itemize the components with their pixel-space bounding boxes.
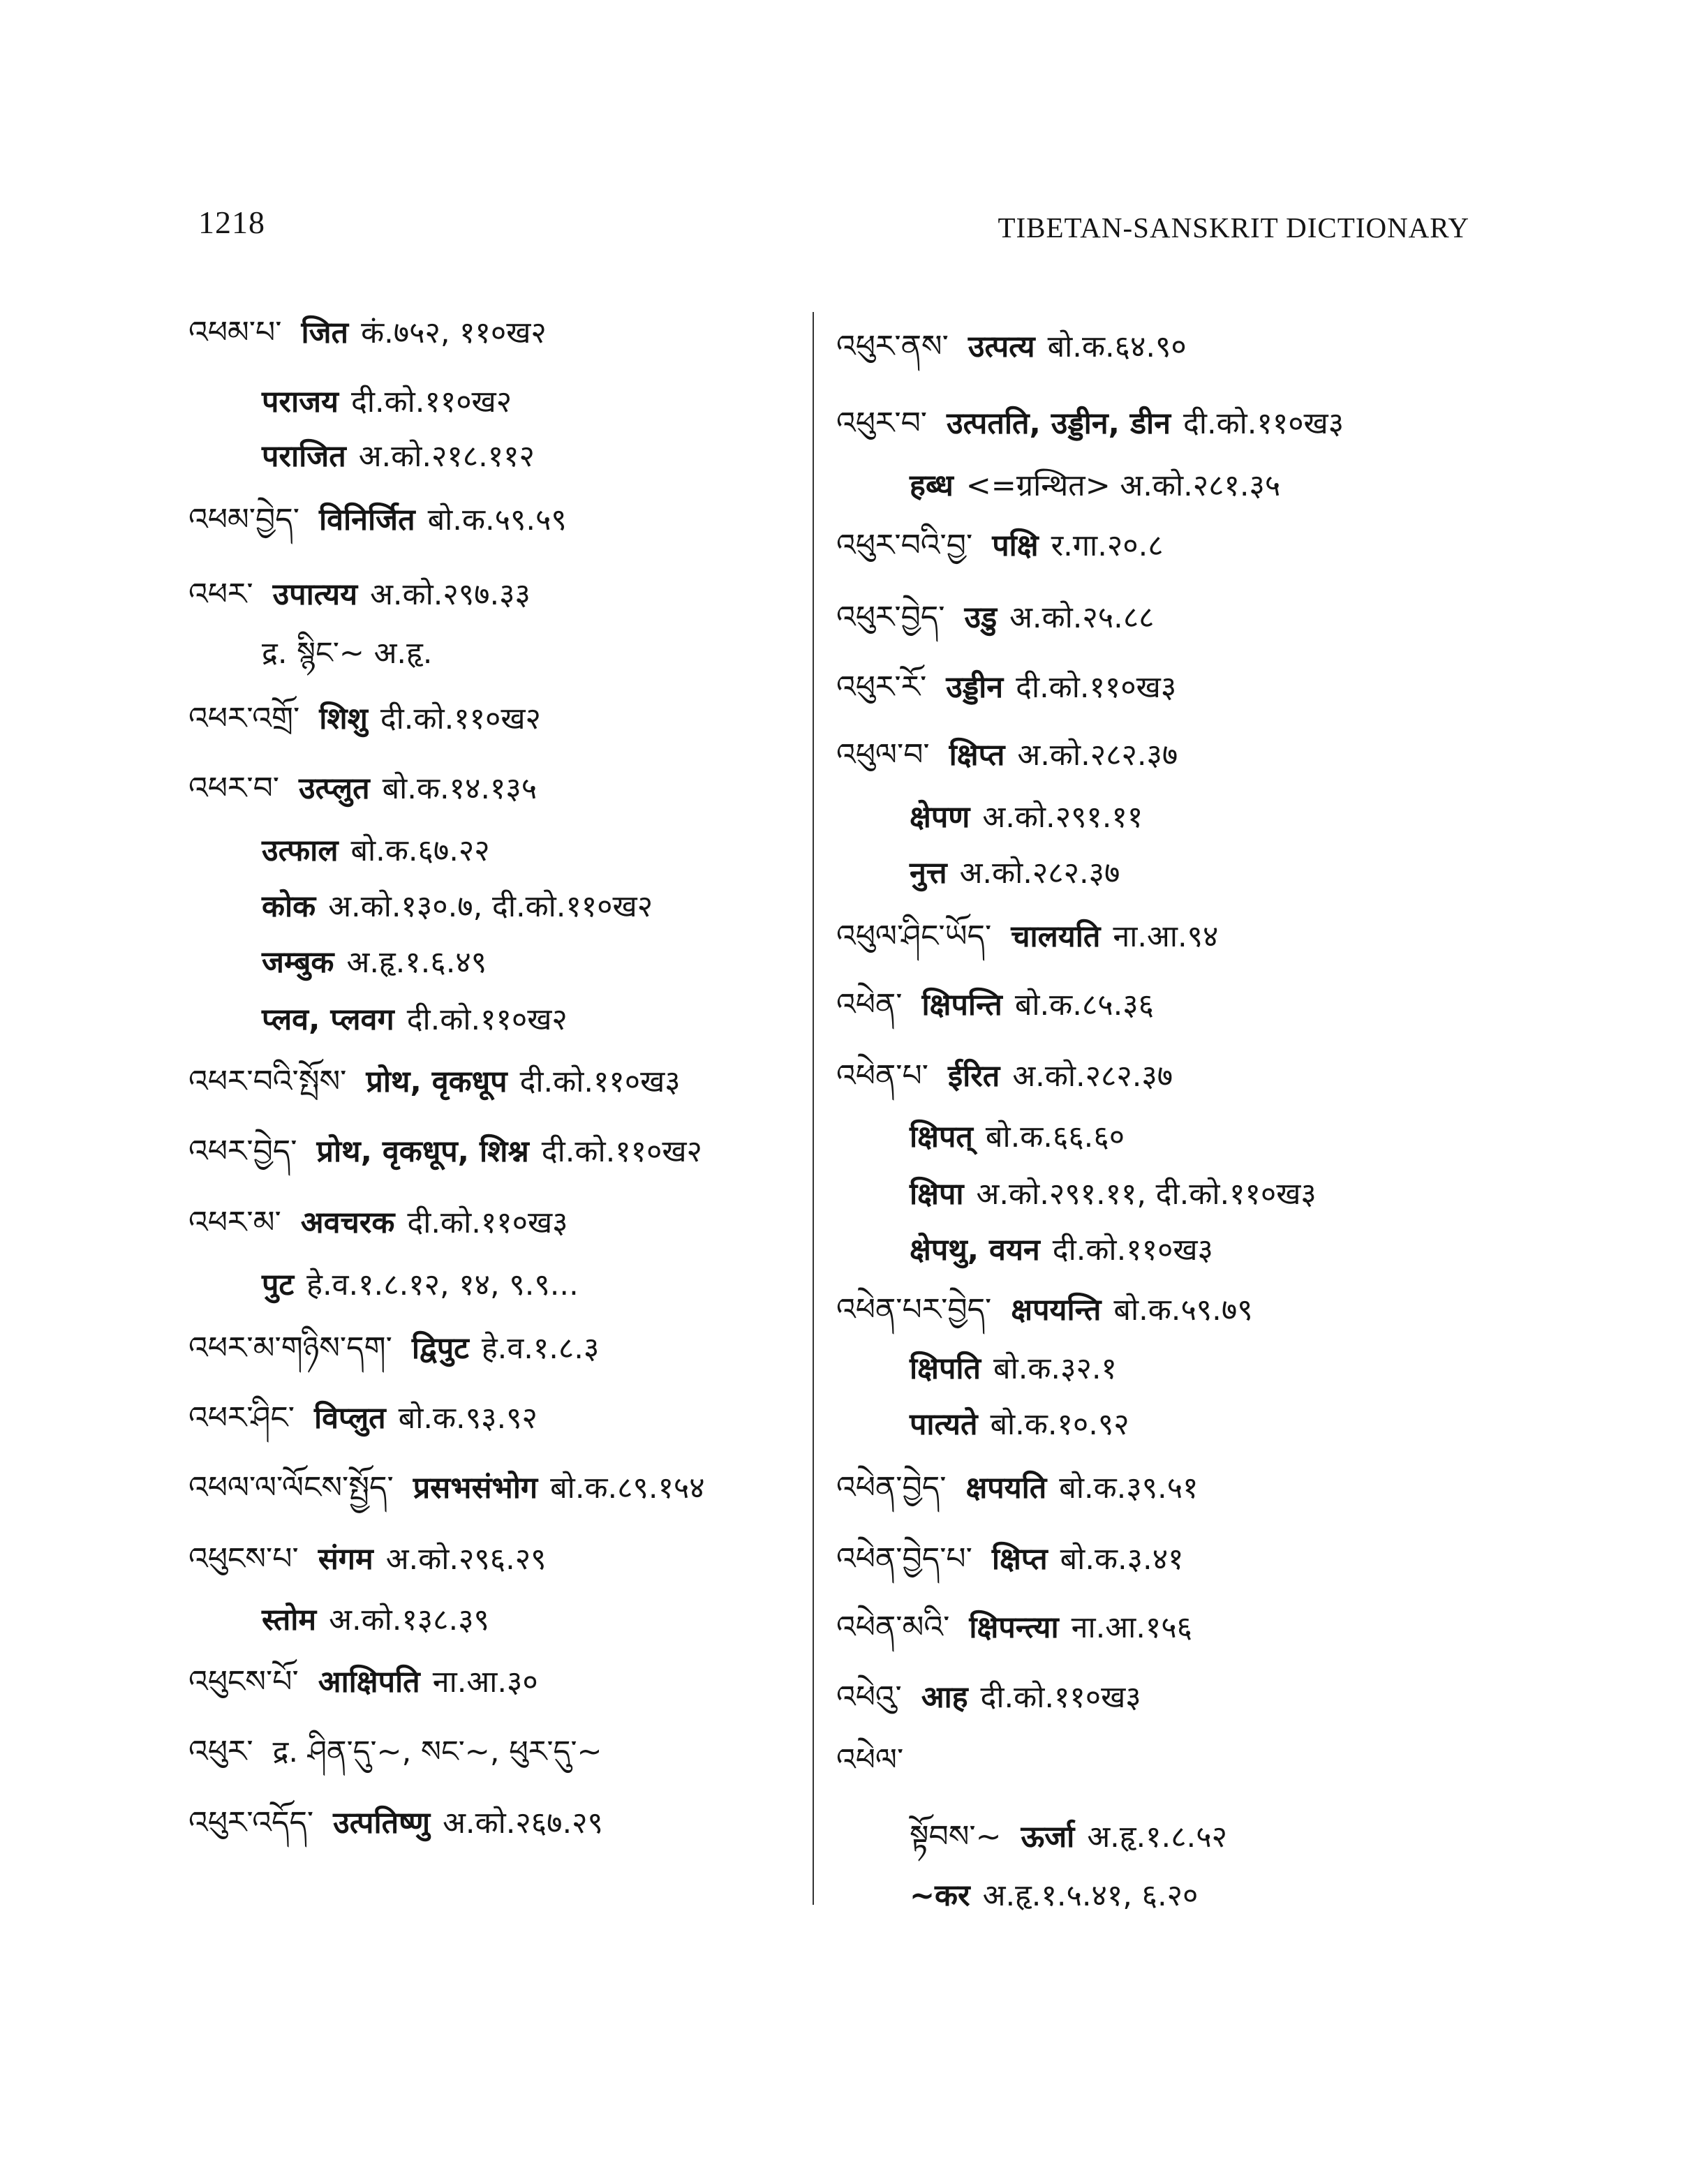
tibetan-headword: འཕེན་པ་ <box>836 1058 928 1094</box>
sanskrit-equivalent: चालयति <box>1011 919 1101 954</box>
sub-entry <box>262 1270 579 1300</box>
source-reference: बो.क.५९.७९ <box>1113 1293 1253 1328</box>
sanskrit-equivalent: क्षिपा <box>910 1177 964 1212</box>
sanskrit-equivalent: उत्प्लुत <box>299 771 370 806</box>
tibetan-headword: འཕེན་བྱེད་ <box>836 1470 947 1506</box>
sub-entry <box>910 1233 1213 1268</box>
sanskrit-equivalent: क्षिपन्ति <box>921 988 1002 1023</box>
sanskrit-equivalent: उत्पतिष्णु <box>333 1806 431 1841</box>
dictionary-entry <box>836 602 1155 633</box>
source-reference: अ.को.१३०.७, दी.को.११०ख२ <box>328 889 653 924</box>
tibetan-headword: འཕལ་ལ་ལོངས་སྤྱོད་ <box>188 1470 394 1506</box>
tibetan-headword: སྟོབས་~ <box>910 1819 1002 1855</box>
sub-entry <box>262 387 512 417</box>
source-reference: बो.क.३२.१ <box>993 1351 1117 1386</box>
source-reference: दी.को.११०ख३ <box>1183 406 1344 441</box>
source-reference: ना.आ.३० <box>432 1665 538 1700</box>
tibetan-headword: འཕར་བྱེད་ <box>188 1134 297 1169</box>
sanskrit-equivalent: अवचरक <box>300 1205 395 1240</box>
source-reference: अ.को.२९६.२९ <box>385 1542 547 1577</box>
column-divider <box>813 312 814 1905</box>
dictionary-entry <box>188 1541 547 1577</box>
sub-entry <box>262 1002 568 1037</box>
tibetan-headword: འཕེལ་ <box>836 1742 904 1778</box>
tibetan-headword: འཕེན་མའི་ <box>836 1610 950 1645</box>
tibetan-headword: འཕུལ་ཤིང་ཡོད་ <box>836 919 992 954</box>
sub-entry <box>910 1407 1129 1442</box>
source-reference: बो.क.५९.५९ <box>427 503 567 537</box>
dictionary-entry <box>188 1330 600 1366</box>
sanskrit-equivalent: प्रोथ, वृकधूप, शिश्न <box>316 1134 529 1169</box>
source-reference: अ.को.२९७.३३ <box>370 577 531 612</box>
tibetan-headword: འཕུངས་པ་ <box>188 1541 299 1577</box>
tibetan-headword: འཕུར་འདོད་ <box>188 1805 314 1841</box>
dictionary-entry <box>188 773 537 804</box>
sanskrit-equivalent: पुट <box>262 1268 295 1302</box>
tibetan-headword: འཕུངས་པོ་ <box>188 1664 299 1700</box>
tibetan-headword: འཕེན་བྱེད་པ་ <box>836 1541 972 1577</box>
source-reference: दी.को.११०ख३ <box>519 1064 681 1099</box>
source-reference: हे.व.१.८.३ <box>481 1331 600 1366</box>
source-reference: अ.को.१३८.३९ <box>329 1603 489 1637</box>
sanskrit-equivalent: क्षिप्त <box>991 1542 1048 1577</box>
tibetan-headword: འཕར་བ་ <box>188 771 280 806</box>
source-reference: दी.को.११०ख३ <box>407 1205 568 1240</box>
sanskrit-equivalent: स्तोम <box>262 1603 317 1637</box>
sanskrit-equivalent: उपात्यय <box>272 577 358 612</box>
sanskrit-equivalent: क्षिप्त <box>949 738 1005 773</box>
dictionary-entry <box>188 1400 538 1436</box>
tibetan-headword: འཕེའུ་ <box>836 1679 902 1715</box>
sub-entry <box>262 833 490 868</box>
sub-entry <box>910 800 1143 835</box>
sanskrit-equivalent: जित <box>301 315 349 350</box>
tibetan-headword: འཕུར་རོ་ <box>836 669 927 705</box>
page-number: 1218 <box>198 205 265 240</box>
source-reference: बो.क.१०.९२ <box>990 1407 1129 1442</box>
sanskrit-equivalent: आह <box>921 1680 968 1715</box>
tibetan-headword: འཕར་མ་ <box>188 1205 281 1240</box>
sanskrit-equivalent: उडु <box>964 600 998 635</box>
dictionary-entry <box>188 1205 568 1240</box>
source-reference: अ.हृ.१.६.४९ <box>346 945 487 980</box>
running-head: TIBETAN-SANSKRIT DICTIONARY <box>998 211 1469 244</box>
sanskrit-equivalent: विप्लुत <box>313 1401 386 1436</box>
sanskrit-equivalent: प्रोथ, वृकधूप <box>366 1064 507 1099</box>
sanskrit-equivalent: पक्षि <box>992 528 1039 563</box>
source-reference: दी.को.११०ख२ <box>541 1134 702 1169</box>
sub-entry <box>910 1122 1125 1152</box>
sanskrit-equivalent: क्षेपण <box>910 800 970 835</box>
dictionary-entry <box>836 1292 1253 1328</box>
tibetan-headword: འཕར་མ་གཉིས་དག་ <box>188 1330 392 1366</box>
source-reference: र.गा.२०.८ <box>1051 528 1164 563</box>
sanskrit-equivalent: कोक <box>262 889 316 924</box>
source-reference: दी.को.११०ख३ <box>1052 1233 1213 1268</box>
sanskrit-equivalent: संगम <box>318 1542 373 1577</box>
sanskrit-equivalent: क्षपयन्ति <box>1011 1293 1102 1328</box>
source-reference: द्र. ཤིན་དུ་~, སང་~, ཕུར་དུ་~ <box>272 1734 602 1769</box>
source-reference: द्र. སྙིང་~ अ.हृ. <box>262 636 433 671</box>
tibetan-headword: འཕམ་པ་ <box>188 315 282 350</box>
sanskrit-equivalent: क्षपयति <box>965 1471 1047 1506</box>
tibetan-headword: འཕེན་ <box>836 987 903 1023</box>
sub-entry <box>262 439 535 474</box>
source-reference: दी.को.११०ख३ <box>980 1680 1141 1715</box>
source-reference: बो.क.६६.६० <box>985 1120 1125 1154</box>
tibetan-headword: འཕེན་པར་བྱེད་ <box>836 1292 992 1328</box>
dictionary-entry <box>188 1136 702 1167</box>
dictionary-entry <box>836 329 1187 364</box>
tibetan-headword: འཕར་ཤིང་ <box>188 1400 295 1436</box>
dictionary-entry <box>836 1679 1141 1715</box>
source-reference: हे.व.१.८.१२, १४, ९.९... <box>306 1268 579 1302</box>
sub-entry <box>262 1605 489 1635</box>
sub-entry <box>910 1878 1199 1913</box>
sanskrit-equivalent: प्लव, प्लवग <box>262 1002 394 1037</box>
source-reference: अ.को.२६७.२९ <box>443 1806 603 1841</box>
dictionary-entry <box>836 987 1154 1023</box>
tibetan-headword: འཕུར་བའི་བྱ་ <box>836 528 973 563</box>
tibetan-headword: འཕར་བའི་སྤོས་ <box>188 1064 347 1099</box>
sanskrit-equivalent: पराजय <box>262 385 339 419</box>
sanskrit-equivalent: उत्पतति, उड्डीन, डीन <box>947 406 1171 441</box>
source-reference: ना.आ.१५६ <box>1071 1610 1192 1645</box>
dictionary-entry <box>836 1612 1192 1643</box>
sanskrit-equivalent: प्रसभसंभोग <box>413 1471 538 1506</box>
dictionary-entry <box>836 1470 1199 1506</box>
sanskrit-equivalent: पराजित <box>262 439 346 474</box>
sub-entry <box>910 856 1120 891</box>
sanskrit-equivalent: उड्डीन <box>946 670 1004 705</box>
tibetan-headword: འཕུར་བྱེད་ <box>836 600 945 635</box>
source-reference: अ.को.२५.८८ <box>1009 600 1155 635</box>
source-reference: बो.क.१४.१३५ <box>382 771 538 806</box>
sanskrit-equivalent: उत्फाल <box>262 833 339 868</box>
source-reference: अ.को.२९१.११ <box>982 800 1143 835</box>
tibetan-headword: འཕར་འགྲོ་ <box>188 701 300 736</box>
sub-entry <box>262 889 653 924</box>
source-reference: ना.आ.९४ <box>1113 919 1219 954</box>
source-reference: अ.हृ.१.५.४१, ६.२० <box>982 1878 1199 1913</box>
source-reference: बो.क.८५.३६ <box>1014 988 1154 1023</box>
sanskrit-equivalent: शिशु <box>319 701 368 736</box>
tibetan-headword: འཕར་ <box>188 577 253 612</box>
sanskrit-equivalent: पात्यते <box>910 1407 978 1442</box>
source-reference: बो.क.६७.२२ <box>350 833 490 868</box>
dictionary-entry <box>188 1470 705 1506</box>
source-reference: अ.हृ.१.८.५२ <box>1087 1820 1227 1855</box>
dictionary-entry <box>836 408 1344 439</box>
source-reference: अ.को.२८२.३७ <box>959 856 1120 891</box>
dictionary-entry <box>188 1734 602 1769</box>
source-reference: अ.को.२८२.३७ <box>1017 738 1178 773</box>
sanskrit-equivalent: जम्बुक <box>262 945 334 980</box>
dictionary-entry <box>836 1541 1184 1577</box>
dictionary-entry <box>188 315 547 350</box>
source-reference: अ.को.२९१.११, दी.को.११०ख३ <box>976 1177 1317 1212</box>
source-reference: <=ग्रन्थित> अ.को.२८१.३५ <box>965 468 1281 503</box>
sanskrit-equivalent: द्विपुट <box>411 1331 469 1366</box>
sanskrit-equivalent: हब्ध <box>910 468 954 503</box>
source-reference: अ.को.२१८.११२ <box>358 439 535 474</box>
dictionary-entry <box>836 1058 1173 1094</box>
sanskrit-equivalent: उत्पत्य <box>968 329 1035 364</box>
sub-entry <box>910 468 1281 503</box>
sub-entry <box>910 1177 1317 1212</box>
dictionary-entry <box>188 502 567 537</box>
sub-entry <box>262 945 487 980</box>
tibetan-headword: འཕུར་ནས་ <box>836 329 949 364</box>
sanskrit-equivalent: क्षिपन्त्या <box>969 1610 1059 1645</box>
source-reference: दी.को.११०ख२ <box>406 1002 568 1037</box>
source-reference: कं.७५२, ११०ख२ <box>361 315 547 350</box>
dictionary-entry <box>188 1664 538 1700</box>
sanskrit-equivalent: ईरित <box>947 1059 1000 1094</box>
dictionary-entry <box>188 701 541 736</box>
sanskrit-equivalent: आक्षिपति <box>318 1665 420 1700</box>
dictionary-entry <box>188 579 531 610</box>
sub-entry <box>910 1351 1117 1386</box>
source-reference: दी.को.११०ख२ <box>380 701 541 736</box>
dictionary-entry <box>188 1064 681 1099</box>
source-reference: दी.को.११०ख२ <box>351 385 512 419</box>
source-reference: बो.क.८९.१५४ <box>550 1471 705 1506</box>
sub-entry <box>262 636 433 671</box>
sanskrit-equivalent: क्षिपत् <box>910 1120 973 1154</box>
sanskrit-equivalent: ~कर <box>910 1878 970 1913</box>
dictionary-entry <box>836 530 1164 561</box>
source-reference: बो.क.३.४१ <box>1060 1542 1184 1577</box>
dictionary-entry <box>836 669 1177 705</box>
source-reference: अ.को.२८२.३७ <box>1012 1059 1173 1094</box>
dictionary-entry <box>836 737 1178 773</box>
source-reference: दी.को.११०ख३ <box>1016 670 1177 705</box>
sanskrit-equivalent: नुत्त <box>910 856 947 891</box>
source-reference: बो.क.६४.९० <box>1047 329 1187 364</box>
tibetan-headword: འཕུར་ <box>188 1734 253 1769</box>
tibetan-headword: འཕམ་བྱེད་ <box>188 502 299 537</box>
sanskrit-equivalent: क्षेपथु, वयन <box>910 1233 1040 1268</box>
tibetan-headword: འཕུལ་བ་ <box>836 737 930 773</box>
source-reference: बो.क.३९.५१ <box>1059 1471 1199 1506</box>
tibetan-headword: འཕུར་བ་ <box>836 406 928 441</box>
sub-entry <box>910 1819 1227 1855</box>
dictionary-entry <box>836 1742 923 1778</box>
dictionary-entry <box>188 1805 603 1841</box>
source-reference: बो.क.९३.९२ <box>398 1401 538 1436</box>
dictionary-entry <box>836 921 1218 952</box>
sanskrit-equivalent: ऊर्जा <box>1021 1820 1075 1855</box>
sanskrit-equivalent: विनिर्जित <box>318 503 415 537</box>
sanskrit-equivalent: क्षिपति <box>910 1351 981 1386</box>
